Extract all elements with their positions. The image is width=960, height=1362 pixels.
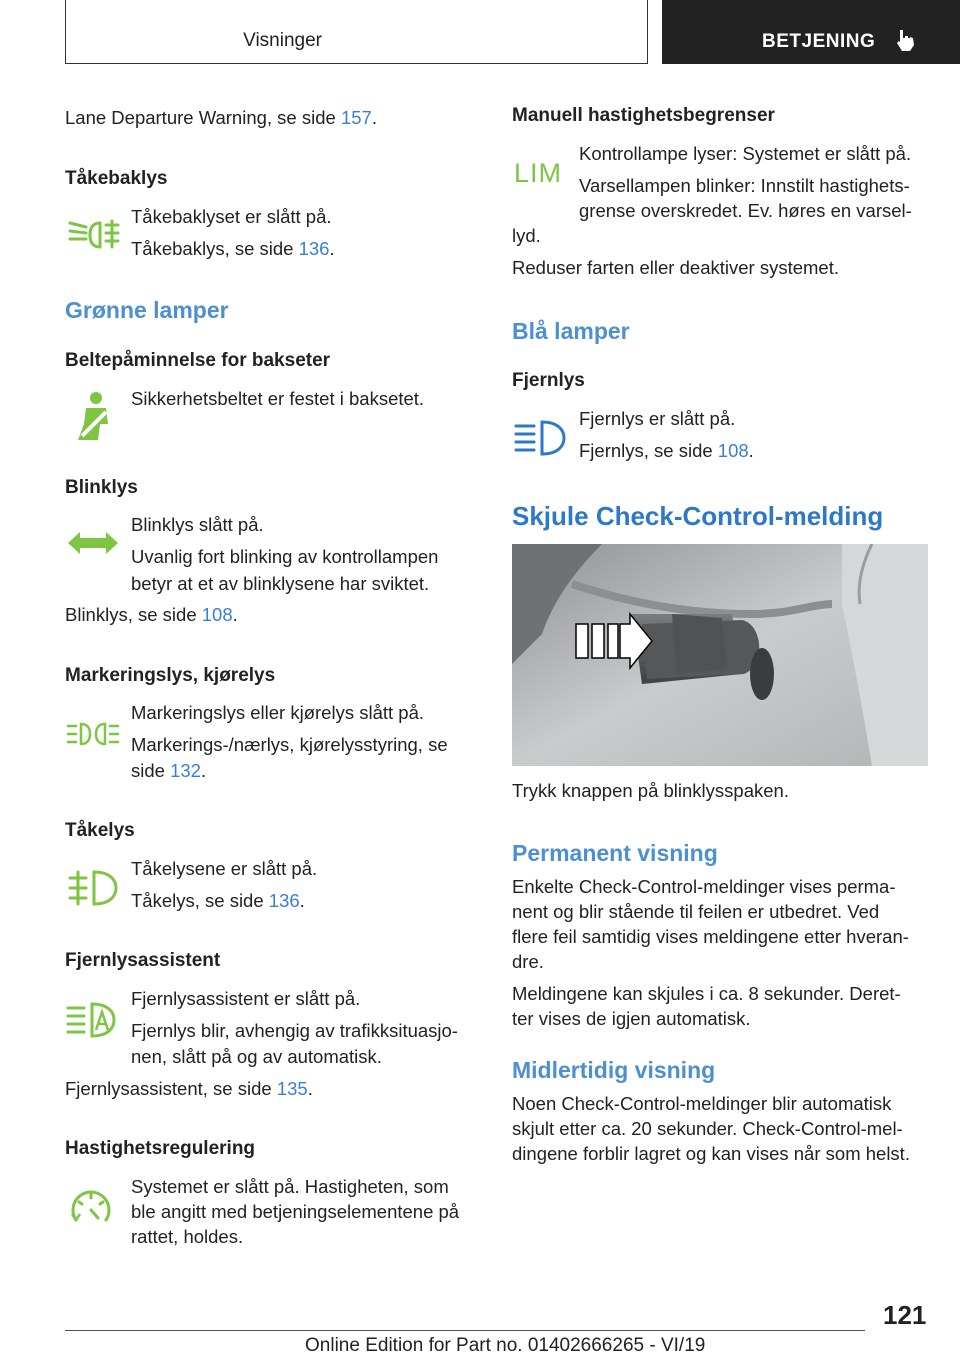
hastighet-title: Hastighetsregulering bbox=[65, 1138, 256, 1159]
photo-caption: Trykk knappen på blinklysspaken. bbox=[512, 780, 789, 801]
skjule-heading: Skjule Check-Control-melding bbox=[512, 501, 884, 531]
permanent-heading: Permanent visning bbox=[512, 840, 718, 866]
high-beam-assistant-icon bbox=[66, 1000, 118, 1040]
page-link[interactable]: 136 bbox=[268, 890, 300, 911]
lim-line5: Reduser farten eller deaktiver systemet. bbox=[512, 257, 839, 278]
gronne-lamper-heading: Grønne lamper bbox=[65, 297, 229, 323]
page-link[interactable]: 157 bbox=[340, 107, 372, 128]
blinklys-line2b: betyr at et av blinklysene har sviktet. bbox=[131, 573, 430, 594]
cruise-control-icon bbox=[68, 1184, 114, 1230]
page-link[interactable]: 132 bbox=[170, 760, 201, 781]
takebaklys-line1: Tåkebaklyset er slått på. bbox=[131, 206, 332, 227]
midlertidig-p1-line: skjult etter ca. 20 sekunder. Check-Control-mel‐ bbox=[512, 1118, 903, 1139]
lim-line3: grense overskredet. Ev. høres en varsel‐ bbox=[579, 200, 912, 221]
lim-title: Manuell hastighetsbegrenser bbox=[512, 105, 775, 126]
fjernlysassistent-line2b: nen, slått på og av automatisk. bbox=[131, 1046, 382, 1067]
bla-lamper-heading: Blå lamper bbox=[512, 318, 630, 344]
fjernlys-line2: Fjernlys, se side 108. bbox=[579, 440, 754, 461]
takebaklys-title: Tåkebaklys bbox=[65, 168, 168, 189]
turn-signal-lever-photo bbox=[512, 544, 928, 766]
hastighet-line3: rattet, holdes. bbox=[131, 1226, 244, 1247]
turn-signal-icon bbox=[66, 530, 120, 556]
high-beam-icon bbox=[514, 418, 568, 458]
takelys-title: Tåkelys bbox=[65, 820, 135, 841]
markering-line2a: Markerings-/nærlys, kjørelysstyring, se bbox=[131, 734, 448, 755]
hastighet-line1: Systemet er slått på. Hastigheten, som bbox=[131, 1176, 449, 1197]
page-number: 121 bbox=[883, 1300, 927, 1330]
permanent-p2-line: ter vises de igjen automatisk. bbox=[512, 1008, 751, 1029]
rear-fog-light-icon bbox=[66, 215, 122, 255]
permanent-p2-line: Meldingene kan skjules i ca. 8 sekunder. Deret‐ bbox=[512, 983, 901, 1004]
page-link[interactable]: 108 bbox=[201, 604, 233, 625]
permanent-p1-line: nent og blir stående til feilen er utbedret. Ved bbox=[512, 901, 880, 922]
page-link[interactable]: 136 bbox=[298, 238, 330, 259]
midlertidig-p1-line: dingene forblir lagret og kan vises når som helst. bbox=[512, 1143, 910, 1164]
parking-light-icon bbox=[66, 721, 120, 747]
belte-title: Beltepåminnelse for bakseter bbox=[65, 350, 331, 371]
fjernlysassistent-line2a: Fjernlys blir, avhengig av trafikksituasjo‐ bbox=[131, 1020, 458, 1041]
seatbelt-icon bbox=[72, 390, 116, 444]
blinklys-line1: Blinklys slått på. bbox=[131, 514, 264, 535]
takelys-line2: Tåkelys, se side 136. bbox=[131, 890, 305, 911]
belte-line1: Sikkerhetsbeltet er festet i baksetet. bbox=[131, 388, 425, 409]
markering-line2b: side 132. bbox=[131, 760, 207, 781]
permanent-p1-line: dre. bbox=[512, 951, 544, 972]
fjernlysassistent-ref: Fjernlysassistent, se side 135. bbox=[65, 1078, 313, 1099]
permanent-p1-line: Enkelte Check-Control-meldinger vises perma‐ bbox=[512, 876, 896, 897]
page-link[interactable]: 135 bbox=[276, 1078, 308, 1099]
permanent-p1-line: flere feil samtidig vises meldingene etter hveran‐ bbox=[512, 926, 909, 947]
header-chapter-tab bbox=[662, 0, 960, 64]
fjernlysassistent-title: Fjernlysassistent bbox=[65, 950, 221, 971]
fjernlys-line1: Fjernlys er slått på. bbox=[579, 408, 736, 429]
front-fog-light-icon bbox=[68, 868, 120, 908]
lim-line2: Varsellampen blinker: Innstilt hastighets‐ bbox=[579, 175, 910, 196]
lim-line4: lyd. bbox=[512, 225, 541, 246]
header-section-box bbox=[65, 0, 648, 64]
page-link[interactable]: 108 bbox=[717, 440, 749, 461]
blinklys-title: Blinklys bbox=[65, 477, 138, 498]
fjernlysassistent-line1: Fjernlysassistent er slått på. bbox=[131, 988, 361, 1009]
footer-edition: Online Edition for Part no. 01402666265 - VI/19 bbox=[305, 1335, 706, 1356]
markering-title: Markeringslys, kjørelys bbox=[65, 665, 276, 686]
header-section-label: Visninger bbox=[243, 30, 322, 51]
hand-pointer-icon bbox=[894, 28, 916, 52]
blinklys-line2a: Uvanlig fort blinking av kontrollampen bbox=[131, 546, 439, 567]
header-chapter-label: BETJENING bbox=[762, 31, 876, 52]
footer-divider bbox=[65, 1330, 865, 1331]
markering-line1: Markeringslys eller kjørelys slått på. bbox=[131, 702, 424, 723]
blinklys-ref: Blinklys, se side 108. bbox=[65, 604, 238, 625]
midlertidig-heading: Midlertidig visning bbox=[512, 1057, 716, 1083]
hastighet-line2: ble angitt med betjeningselementene på bbox=[131, 1201, 460, 1222]
takelys-line1: Tåkelysene er slått på. bbox=[131, 858, 318, 879]
lane-departure-ref: Lane Departure Warning, se side 157. bbox=[65, 107, 377, 128]
takebaklys-line2: Tåkebaklys, se side 136. bbox=[131, 238, 335, 259]
midlertidig-p1-line: Noen Check-Control-meldinger blir automatisk bbox=[512, 1093, 892, 1114]
speed-limiter-icon: LIM bbox=[514, 158, 563, 188]
fjernlys-title: Fjernlys bbox=[512, 370, 585, 391]
lim-line1: Kontrollampe lyser: Systemet er slått på. bbox=[579, 143, 912, 164]
